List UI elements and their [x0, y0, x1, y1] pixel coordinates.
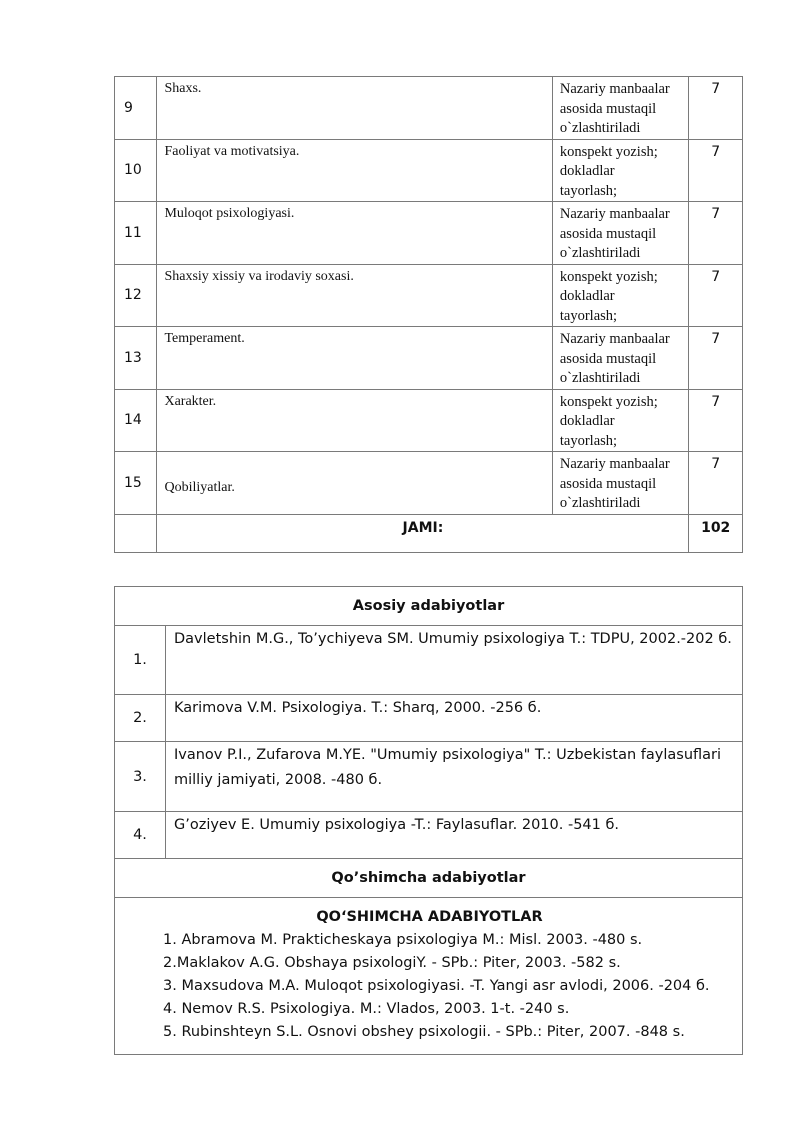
topic-cell: Faoliyat va motivatsiya. [157, 139, 552, 202]
row-number: 14 [115, 389, 157, 452]
list-item [115, 695, 743, 742]
extra-literature-header: Qo’shimcha adabiyotlar [115, 859, 743, 898]
method-line: konspekt yozish; [559, 268, 658, 285]
row-number: 11 [115, 202, 157, 265]
hours-cell: 7 [689, 327, 743, 390]
table-row [115, 264, 743, 327]
item-number: 1. [115, 626, 166, 695]
row-number: 12 [115, 264, 157, 327]
method-line: dokladlar [559, 413, 615, 429]
method-line: dokladlar [559, 163, 615, 179]
schedule-table [114, 76, 743, 553]
item-text: Davletshin M.G., To’ychiyeva SM. Umumiy psixologiya T.: TDPU, 2002.-202 б. [166, 626, 743, 695]
method-line: asosida mustaqil [559, 475, 657, 492]
row-number: 13 [115, 327, 157, 390]
method-line: Nazariy manbaalar [559, 81, 670, 97]
row-number: 10 [115, 139, 157, 202]
topic-cell: Shaxs. [157, 77, 552, 140]
method-line: o`zlashtiriladi [559, 245, 641, 261]
method-cell [552, 264, 689, 327]
method-line: tayorlash; [559, 307, 618, 324]
method-line: konspekt yozish; [559, 143, 658, 160]
method-cell [552, 77, 689, 140]
topic-cell: Muloqot psixologiyasi. [157, 202, 552, 265]
method-line: asosida mustaqil [559, 225, 657, 242]
list-item [115, 626, 743, 695]
method-cell [552, 202, 689, 265]
table-row [115, 77, 743, 140]
item-number: 3. [115, 742, 166, 812]
item-text: G’oziyev E. Umumiy psixologiya -T.: Faylasuflar. 2010. -541 б. [166, 812, 743, 859]
topic-cell: Shaxsiy xissiy va irodaviy soxasi. [157, 264, 552, 327]
row-number: 15 [115, 452, 157, 515]
list-item: 4. Nemov R.S. Psixologiya. M.: Vlados, 2003. 1-t. -240 s. [163, 1001, 570, 1017]
method-line: Nazariy manbaalar [559, 331, 670, 347]
list-item [115, 812, 743, 859]
topic-cell: Xarakter. [157, 389, 552, 452]
extra-literature-title: QO‘SHIMCHA ADABIYOTLAR [316, 909, 543, 925]
table-row [115, 202, 743, 265]
method-line: o`zlashtiriladi [559, 370, 641, 386]
literature-table [114, 586, 743, 1055]
method-cell [552, 139, 689, 202]
hours-cell: 7 [689, 452, 743, 515]
total-label: JAMI: [157, 514, 689, 552]
total-row [115, 514, 743, 552]
hours-cell: 7 [689, 264, 743, 327]
main-literature-header: Asosiy adabiyotlar [115, 587, 743, 626]
method-line: tayorlash; [559, 182, 618, 199]
hours-cell: 7 [689, 389, 743, 452]
method-line: o`zlashtiriladi [559, 495, 641, 511]
item-number: 2. [115, 695, 166, 742]
table-row [115, 452, 743, 515]
table-row [115, 389, 743, 452]
method-line: Nazariy manbaalar [559, 456, 670, 472]
method-line: o`zlashtiriladi [559, 120, 641, 136]
list-item [115, 742, 743, 812]
method-cell [552, 452, 689, 515]
list-item: 5. Rubinshteyn S.L. Osnovi obshey psixologii. - SPb.: Piter, 2007. -848 s. [163, 1024, 685, 1040]
method-cell [552, 327, 689, 390]
method-line: Nazariy manbaalar [559, 206, 670, 222]
table-row [115, 327, 743, 390]
item-text: Ivanov P.I., Zufarova M.YE. "Umumiy psixologiya" T.: Uzbekistan faylasuflari milliy jamiyati, 2008. -480 б. [166, 742, 743, 812]
method-line: dokladlar [559, 288, 615, 304]
list-item: 3. Maxsudova M.A. Muloqot psixologiyasi. -T. Yangi asr avlodi, 2006. -204 б. [163, 978, 710, 994]
topic-cell: Qobiliyatlar. [157, 452, 552, 515]
total-empty-cell [115, 514, 157, 552]
method-line: tayorlash; [559, 432, 618, 449]
extra-literature-list [115, 898, 743, 1055]
method-cell [552, 389, 689, 452]
list-item: 2.Maklakov A.G. Obshaya psixologiY. - SPb.: Piter, 2003. -582 s. [163, 955, 621, 971]
topic-cell: Temperament. [157, 327, 552, 390]
hours-cell: 7 [689, 77, 743, 140]
method-line: asosida mustaqil [559, 350, 657, 367]
item-text: Karimova V.M. Psixologiya. T.: Sharq, 2000. -256 б. [166, 695, 743, 742]
method-line: asosida mustaqil [559, 100, 657, 117]
total-value: 102 [689, 514, 743, 552]
row-number: 9 [115, 77, 157, 140]
item-number: 4. [115, 812, 166, 859]
method-line: konspekt yozish; [559, 393, 658, 410]
hours-cell: 7 [689, 202, 743, 265]
list-item: 1. Abramova M. Prakticheskaya psixologiya M.: Misl. 2003. -480 s. [163, 932, 643, 948]
table-row [115, 139, 743, 202]
hours-cell: 7 [689, 139, 743, 202]
